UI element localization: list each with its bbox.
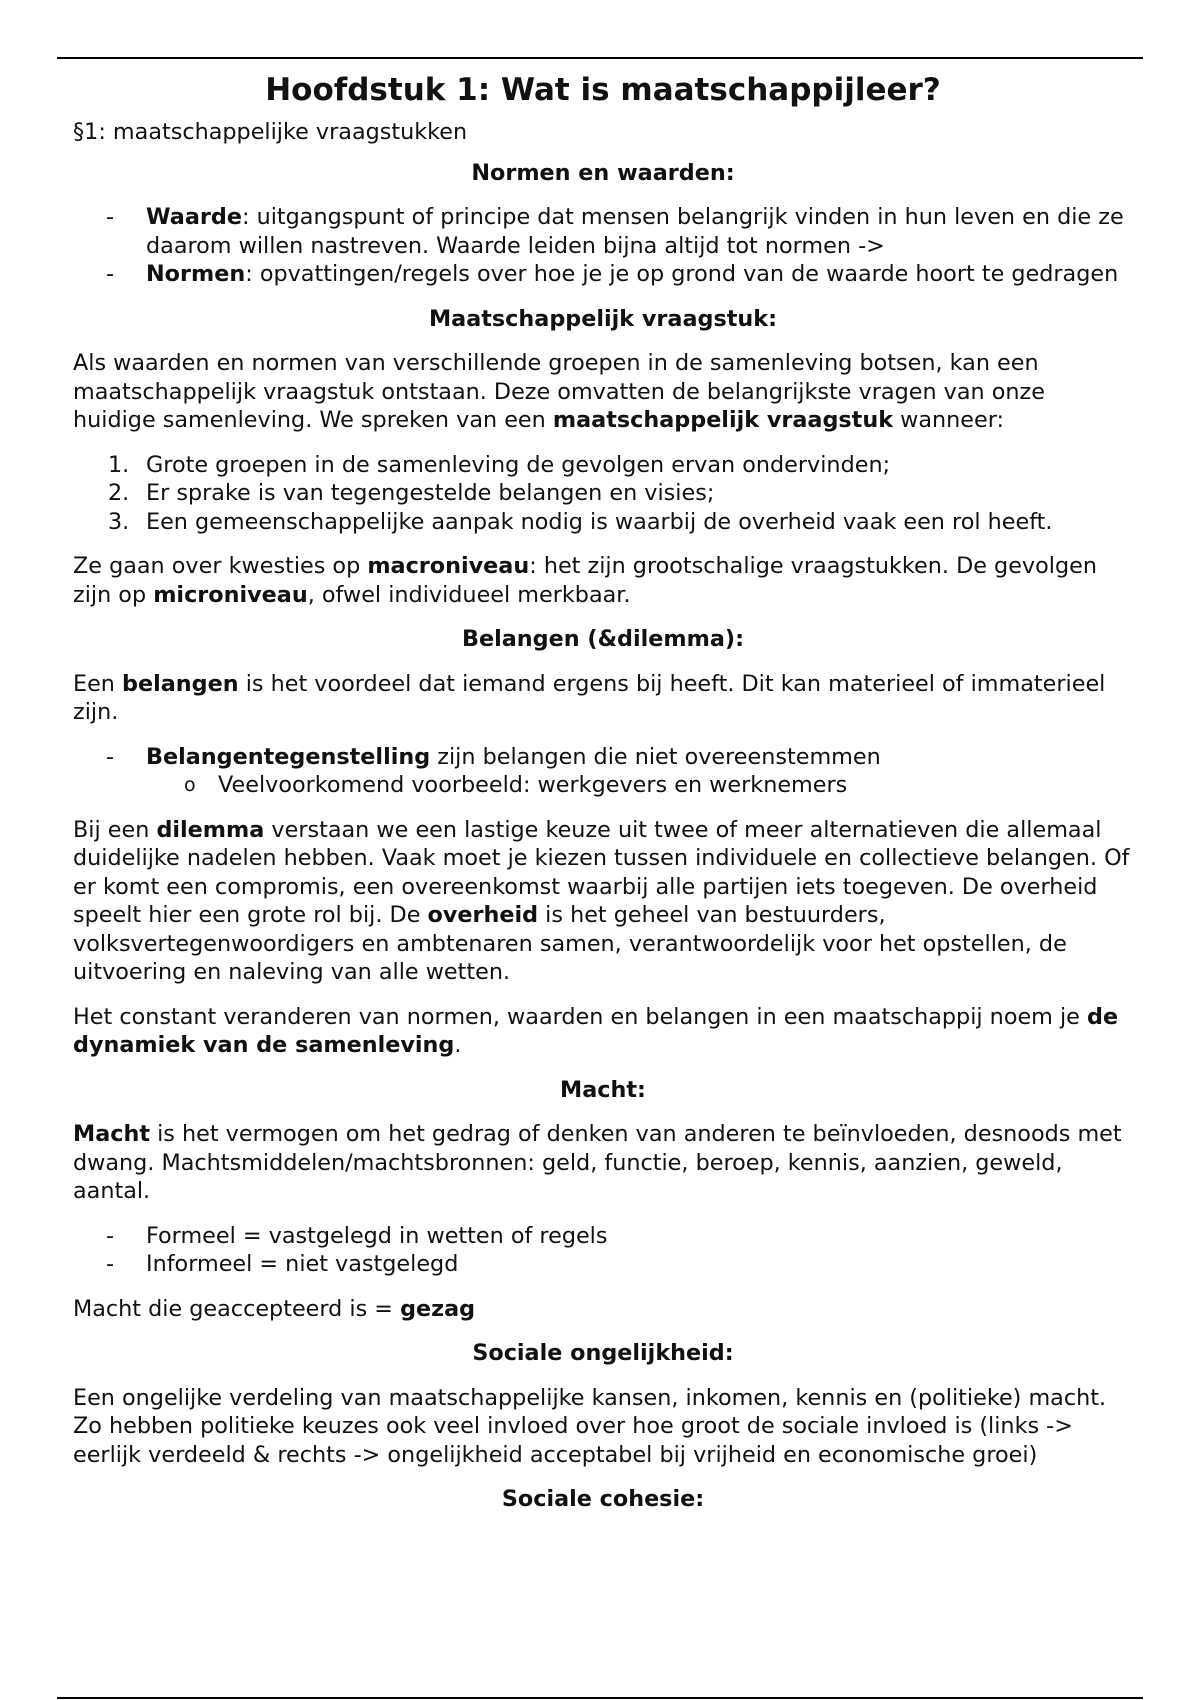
text: Ze gaan over kwesties op: [73, 553, 368, 579]
list-number: 2.: [108, 480, 130, 506]
item-text: Grote groepen in de samenleving de gevolgen ervan ondervinden;: [146, 451, 891, 478]
sub-list-item: [73, 771, 1133, 800]
paragraph: [73, 1295, 1133, 1324]
paragraph: [73, 1120, 1133, 1206]
text: , ofwel individueel merkbaar.: [307, 581, 631, 608]
dash-marker: -: [106, 1222, 115, 1249]
list-item: [73, 479, 1133, 508]
vraagstuk-list: [73, 451, 1133, 537]
dash-marker: -: [106, 743, 115, 770]
dash-marker: -: [106, 204, 115, 230]
paragraph: [73, 670, 1133, 727]
list-item: [73, 1222, 1133, 1251]
heading-ongelijkheid: Sociale ongelijkheid:: [472, 1340, 734, 1366]
macht-list: [73, 1222, 1133, 1279]
text: is het geheel van bestuurders, volksvertegenwoordigers en ambtenaren samen, verantwoordelijk voor het opstellen, de uitvoering en naleving van alle wetten.: [73, 902, 1067, 985]
belangen-list: [73, 743, 1133, 800]
list-number: 1.: [108, 451, 130, 478]
term: Normen: [146, 261, 246, 287]
term: Belangentegenstelling: [146, 743, 431, 770]
bottom-rule: [57, 1697, 1143, 1699]
bold-text: maatschappelijk vraagstuk: [552, 407, 894, 433]
bold-text: gezag: [400, 1295, 476, 1322]
item-text: Er sprake is van tegengestelde belangen en visies;: [146, 480, 715, 506]
dash-marker: -: [106, 1251, 115, 1277]
text: is het vermogen om het gedrag of denken van anderen te beïnvloeden, desnoods met dwang. Machtsmiddelen/machtsbronnen: geld, functie, beroep, kennis, aanzien, geweld, aantal.: [73, 1121, 1122, 1204]
section-label: §1: maatschappelijke vraagstukken: [73, 119, 468, 145]
item-text: Formeel = vastgelegd in wetten of regels: [146, 1222, 608, 1249]
bold-text: dilemma: [156, 816, 265, 843]
heading-vraagstuk: Maatschappelijk vraagstuk:: [428, 305, 778, 332]
list-item: [73, 743, 1133, 800]
text: verstaan we een lastige keuze uit twee of meer alternatieven die allemaal duidelijke nadelen hebben. Vaak moet je kiezen tussen individuele en collectieve belangen. Of er komt een compromis, een overeenkomst waarbij alle partijen iets toegeven. De overheid speelt hier een grote rol bij. De: [73, 816, 1130, 928]
sub-list: [146, 771, 1133, 800]
paragraph: [73, 552, 1133, 609]
definition: : uitgangspunt of principe dat mensen belangrijk vinden in hun leven en die ze daarom willen nastreven. Waarde leiden bijna altijd tot normen ->: [146, 204, 1124, 259]
bold-text: overheid: [427, 902, 539, 928]
bold-text: belangen: [122, 670, 239, 697]
page-title: Hoofdstuk 1: Wat is maatschappijleer?: [265, 72, 941, 108]
text: is het voordeel dat iemand ergens bij heeft. Dit kan materieel of immaterieel zijn.: [73, 670, 1106, 725]
text: Macht die geaccepteerd is =: [73, 1295, 401, 1322]
definition: zijn belangen die niet overeenstemmen: [430, 743, 881, 770]
list-item: [73, 508, 1133, 537]
item-text: Veelvoorkomend voorbeeld: werkgevers en werknemers: [218, 772, 848, 798]
normen-list: [73, 203, 1133, 289]
bold-text: Macht: [73, 1121, 150, 1147]
text: Als waarden en normen van verschillende groepen in de samenleving botsen, kan een maatschappelijk vraagstuk ontstaan. Deze omvatten de belangrijkste vragen van onze huidige samenleving. We spreken van een: [73, 350, 1045, 433]
text: Het constant veranderen van normen, waarden en belangen in een maatschappij noem je: [73, 1003, 1087, 1030]
bold-text: macroniveau: [367, 553, 530, 579]
definition: : opvattingen/regels over hoe je je op grond van de waarde hoort te gedragen: [245, 261, 1119, 287]
list-item: [73, 260, 1133, 289]
list-number: 3.: [108, 508, 130, 535]
paragraph: [73, 1003, 1133, 1060]
heading-cohesie: Sociale cohesie:: [501, 1486, 705, 1512]
dash-marker: -: [106, 261, 115, 287]
text: wanneer:: [893, 407, 1005, 433]
bold-text: de dynamiek van de samenleving: [73, 1003, 1119, 1058]
item-text: Een gemeenschappelijke aanpak nodig is waarbij de overheid vaak een rol heeft.: [146, 508, 1053, 535]
paragraph: Een ongelijke verdeling van maatschappelijke kansen, inkomen, kennis en (politieke) macht. Zo hebben politieke keuzes ook veel invloed over hoe groot de sociale invloed is (links -> eerlijk verdeeld & rechts -> ongelijkheid acceptabel bij vrijheid en economische groei): [73, 1384, 1107, 1468]
paragraph: [73, 349, 1133, 435]
heading-belangen: Belangen (&dilemma):: [461, 626, 745, 652]
circle-marker: o: [184, 774, 196, 796]
text: .: [454, 1032, 462, 1058]
text: Bij een: [73, 816, 157, 843]
bold-text: microniveau: [153, 581, 308, 608]
item-text: Informeel = niet vastgelegd: [146, 1251, 459, 1277]
list-item: [73, 451, 1133, 480]
text: : het zijn grootschalige vraagstukken. De gevolgen zijn op: [73, 553, 1097, 608]
text: Een: [73, 670, 123, 697]
heading-normen: Normen en waarden:: [471, 159, 735, 186]
list-item: [73, 1250, 1133, 1279]
document-body: [73, 68, 1133, 1514]
heading-macht: Macht:: [560, 1076, 646, 1103]
list-item: [73, 203, 1133, 260]
top-rule: [57, 57, 1143, 59]
paragraph: [73, 816, 1133, 987]
term: Waarde: [146, 204, 242, 230]
